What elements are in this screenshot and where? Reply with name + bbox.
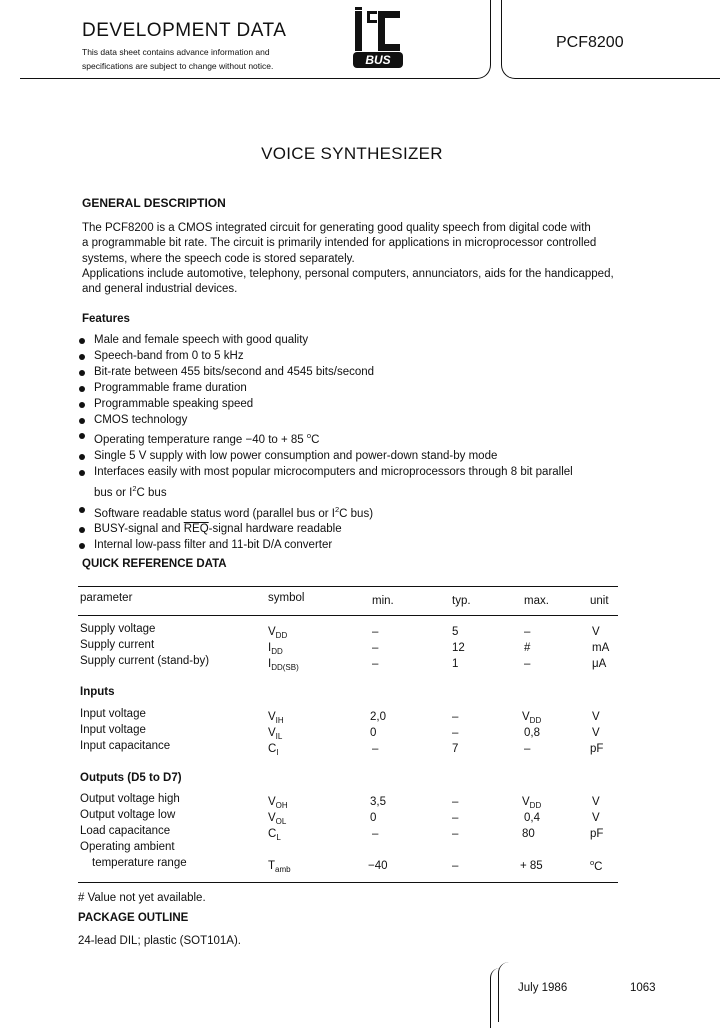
table-top-rule	[78, 586, 618, 587]
list-item: Speech-band from 0 to 5 kHz	[78, 349, 573, 365]
tamb-unit: $^o$C	[590, 858, 603, 873]
col-header-min: min.	[372, 595, 394, 607]
ci-max: –	[524, 743, 531, 755]
package-outline-text: 24-lead DIL; plastic (SOT101A).	[78, 935, 241, 947]
table-row: Input voltage	[80, 708, 146, 720]
voh-min: 3,5	[370, 796, 386, 808]
col-header-parameter: parameter	[80, 592, 133, 604]
table-bottom-rule	[78, 882, 618, 883]
list-item: Programmable frame duration	[78, 381, 573, 397]
list-item: Bit-rate between 455 bits/second and 4545 bits/second	[78, 365, 573, 381]
vil-max: 0,8	[524, 727, 540, 739]
ci-unit: pF	[590, 743, 604, 755]
cl-min: –	[372, 828, 379, 840]
list-item: Male and female speech with good quality	[78, 333, 573, 349]
package-outline-heading: PACKAGE OUTLINE	[78, 912, 189, 924]
document-title: VOICE SYNTHESIZER	[261, 144, 443, 163]
table-row: Load capacitance	[80, 825, 171, 837]
table-row: Supply current	[80, 639, 155, 651]
vih-unit: V	[592, 711, 600, 723]
list-item: Operating temperature range −40 to + 85 $^o$C	[78, 428, 573, 449]
header-note-line2: specifications are subject to change without notice.	[82, 61, 274, 71]
quick-reference-heading: QUICK REFERENCE DATA	[82, 558, 227, 570]
part-number: PCF8200	[556, 34, 624, 51]
vol-unit: V	[592, 812, 600, 824]
bullet-icon	[79, 454, 85, 460]
tamb-typ: –	[452, 860, 459, 872]
symbol-vih: $V_{IH}$	[268, 711, 284, 725]
logo-text: BUS	[365, 53, 391, 67]
bullet-icon	[79, 543, 85, 549]
table-row: Input voltage	[80, 724, 146, 736]
vil-unit: V	[592, 727, 600, 739]
bullet-icon	[79, 527, 85, 533]
idd-max: #	[524, 642, 531, 654]
general-line-4: Applications include automotive, telephony, personal computers, annunciators, aids for the handicapped,	[82, 267, 614, 280]
table-footnote: # Value not yet available.	[78, 892, 206, 904]
bullet-icon	[79, 386, 85, 392]
general-line-2: a programmable bit rate. The circuit is primarily intended for applications in microprocessor controlled	[82, 237, 597, 250]
table-row-continued: temperature range	[92, 857, 187, 869]
features-list	[78, 333, 573, 554]
table-header-rule	[78, 615, 618, 616]
symbol-voh: $V_{OH}$	[268, 796, 288, 810]
general-description-heading: GENERAL DESCRIPTION	[82, 196, 226, 210]
vdd-typ: 5	[452, 626, 459, 638]
vih-max: $V_{DD}$	[522, 711, 542, 725]
i2c-bus-logo	[352, 7, 404, 69]
group-inputs: Inputs	[80, 686, 115, 698]
group-outputs: Outputs (D5 to D7)	[80, 772, 182, 784]
bullet-icon	[79, 433, 85, 439]
vil-min: 0	[370, 727, 377, 739]
iddsb-typ: 1	[452, 658, 459, 670]
vdd-unit: V	[592, 626, 600, 638]
iddsb-min: –	[372, 658, 379, 670]
symbol-idd: $I_{DD}$	[268, 642, 283, 656]
page-number: 1063	[630, 982, 656, 994]
list-item: Software readable status word (parallel bus or $I^2C$ bus)	[78, 502, 573, 523]
list-item: Interfaces easily with most popular microcomputers and microprocessors through 8 bit parallel bus or $I^2C$ bus	[78, 465, 573, 502]
col-header-symbol: symbol	[268, 592, 305, 604]
header-title: DEVELOPMENT DATA	[82, 20, 287, 41]
table-row: Output voltage high	[80, 793, 180, 805]
bullet-icon	[79, 418, 85, 424]
bullet-icon	[79, 402, 85, 408]
cl-typ: –	[452, 828, 459, 840]
table-row: Operating ambient	[80, 841, 175, 853]
table-row: Output voltage low	[80, 809, 176, 821]
tamb-min: −40	[368, 860, 388, 872]
bullet-icon	[79, 338, 85, 344]
idd-unit: mA	[592, 642, 610, 654]
bullet-icon	[79, 507, 85, 513]
voh-typ: –	[452, 796, 459, 808]
footer-right-line	[498, 962, 509, 1022]
table-row: Supply current (stand-by)	[80, 655, 210, 667]
symbol-vil: $V_{IL}$	[268, 727, 283, 741]
general-description-text	[82, 221, 642, 297]
symbol-tamb: $T_{amb}$	[268, 860, 291, 874]
general-line-3: systems, where the speech code is stored separately.	[82, 252, 355, 265]
general-line-5: and general industrial devices.	[82, 283, 238, 296]
idd-min: –	[372, 642, 379, 654]
bullet-icon	[79, 470, 85, 476]
col-header-unit: unit	[590, 595, 609, 607]
symbol-ci: $C_I$	[268, 743, 279, 757]
voh-unit: V	[592, 796, 600, 808]
header-note-line1: This data sheet contains advance information and	[82, 47, 270, 57]
iddsb-unit: μA	[592, 658, 607, 670]
bullet-icon	[79, 354, 85, 360]
vol-max: 0,4	[524, 812, 540, 824]
symbol-iddsb: $I_{DD(SB)}$	[268, 658, 299, 672]
iddsb-max: –	[524, 658, 531, 670]
cl-max: 80	[522, 828, 535, 840]
list-item: Internal low-pass filter and 11-bit D/A converter	[78, 538, 573, 554]
voh-max: $V_{DD}$	[522, 796, 542, 810]
footer-date: July 1986	[518, 982, 568, 994]
vol-typ: –	[452, 812, 459, 824]
symbol-vdd: $V_{DD}$	[268, 626, 288, 640]
list-item: Programmable speaking speed	[78, 397, 573, 413]
vih-min: 2,0	[370, 711, 386, 723]
vil-typ: –	[452, 727, 459, 739]
symbol-cl: $C_L$	[268, 828, 281, 842]
table-row: Input capacitance	[80, 740, 171, 752]
list-item: CMOS technology	[78, 413, 573, 429]
general-line-1: The PCF8200 is a CMOS integrated circuit for generating good quality speech from digital code with	[82, 222, 591, 234]
vih-typ: –	[452, 711, 459, 723]
cl-unit: pF	[590, 828, 604, 840]
col-header-typ: typ.	[452, 595, 471, 607]
ci-typ: 7	[452, 743, 459, 755]
vdd-min: –	[372, 626, 379, 638]
idd-typ: 12	[452, 642, 465, 654]
bullet-icon	[79, 370, 85, 376]
table-row: Supply voltage	[80, 623, 156, 635]
vdd-max: –	[524, 626, 531, 638]
tamb-max: + 85	[520, 860, 543, 872]
ci-min: –	[372, 743, 379, 755]
list-item: Single 5 V supply with low power consumption and power-down stand-by mode	[78, 449, 573, 465]
col-header-max: max.	[524, 595, 549, 607]
vol-min: 0	[370, 812, 377, 824]
features-heading: Features	[82, 313, 130, 325]
list-item: BUSY-signal and $\overline{REQ}$-signal hardware readable	[78, 522, 573, 538]
symbol-vol: $V_{OL}$	[268, 812, 287, 826]
